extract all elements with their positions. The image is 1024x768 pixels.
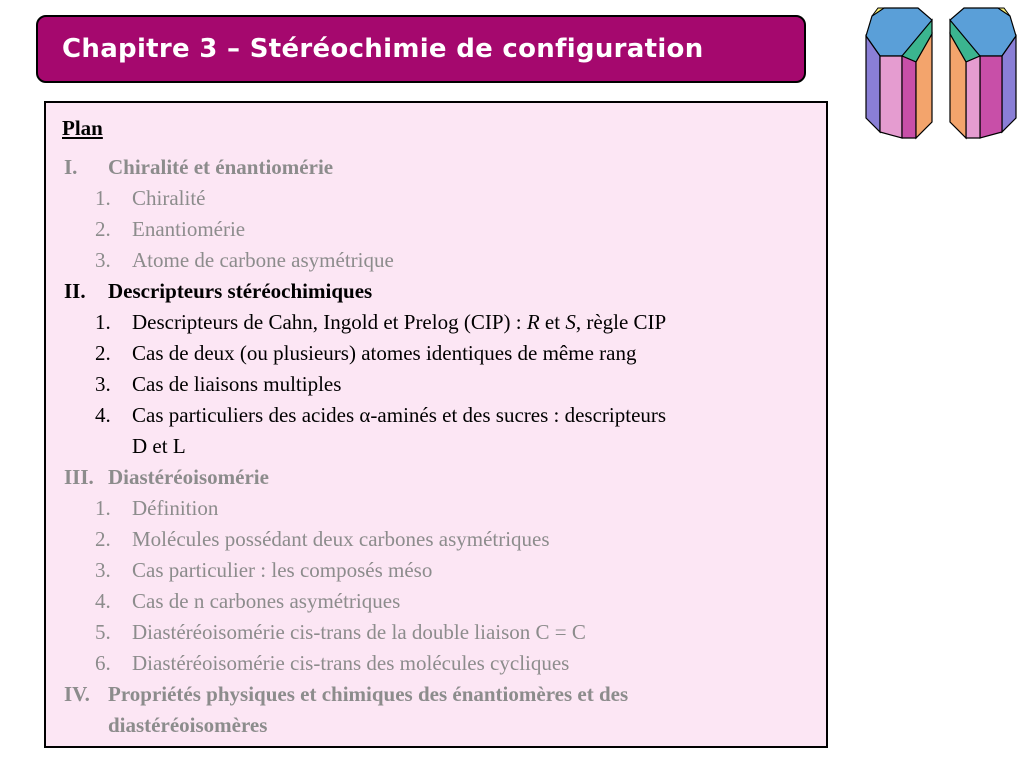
item-number: 2.: [95, 527, 111, 551]
descriptor-s: S: [565, 310, 576, 334]
crystal-enantiomer-right-icon: [950, 8, 1016, 138]
crystal-enantiomers-illustration: [862, 4, 1020, 146]
item-text: Cas de liaisons multiples: [132, 372, 342, 396]
item-number: 1.: [95, 186, 111, 210]
section-label: Descripteurs stéréochimiques: [108, 279, 373, 303]
item-number: 2.: [95, 217, 111, 241]
section-label: Diastéréoisomérie: [108, 465, 269, 489]
item-number: 3.: [95, 248, 111, 272]
item-number: 6.: [95, 651, 111, 675]
section-label: Chiralité et énantiomérie: [108, 155, 334, 179]
descriptor-r: R: [526, 310, 540, 334]
item-number: 4.: [95, 403, 111, 427]
section-number: II.: [64, 279, 86, 303]
item-number: 3.: [95, 558, 111, 582]
item-text: Diastéréoisomérie cis-trans de la double liaison C = C: [132, 620, 586, 644]
section-number: I.: [64, 155, 78, 179]
item-text-part: et: [539, 310, 566, 334]
item-text: Enantiomérie: [132, 217, 246, 241]
item-number: 1.: [95, 310, 111, 334]
section-label: diastéréoisomères: [108, 713, 268, 737]
plan-heading: Plan: [62, 116, 103, 140]
section-number: IV.: [64, 682, 90, 706]
item-text: [132, 310, 666, 335]
item-number: 1.: [95, 496, 111, 520]
item-text: Cas particuliers des acides α-aminés et des sucres : descripteurs: [132, 403, 667, 427]
section-number: III.: [64, 465, 94, 489]
item-text: Définition: [132, 496, 219, 520]
title-banner: [36, 15, 806, 83]
item-text: Atome de carbone asymétrique: [132, 248, 394, 272]
item-text: Diastéréoisomérie cis-trans des molécules cycliques: [132, 651, 570, 675]
item-text-part: Descripteurs de Cahn, Ingold et Prelog (CIP) :: [132, 310, 527, 334]
item-text: D et L: [132, 434, 186, 458]
item-text: Cas de n carbones asymétriques: [132, 589, 401, 613]
item-number: 4.: [95, 589, 111, 613]
item-number: 3.: [95, 372, 111, 396]
item-text: Chiralité: [132, 186, 206, 210]
item-number: 2.: [95, 341, 111, 365]
section-label: Propriétés physiques et chimiques des énantiomères et des: [108, 682, 629, 706]
item-text: Molécules possédant deux carbones asymétriques: [132, 527, 550, 551]
item-text: Cas de deux (ou plusieurs) atomes identiques de même rang: [132, 341, 637, 365]
item-number: 5.: [95, 620, 111, 644]
item-text: Cas particulier : les composés méso: [132, 558, 433, 582]
slide-title: Chapitre 3 – Stéréochimie de configuration: [62, 34, 704, 64]
item-text-part: , règle CIP: [575, 310, 667, 334]
crystal-enantiomer-left-icon: [866, 8, 932, 138]
